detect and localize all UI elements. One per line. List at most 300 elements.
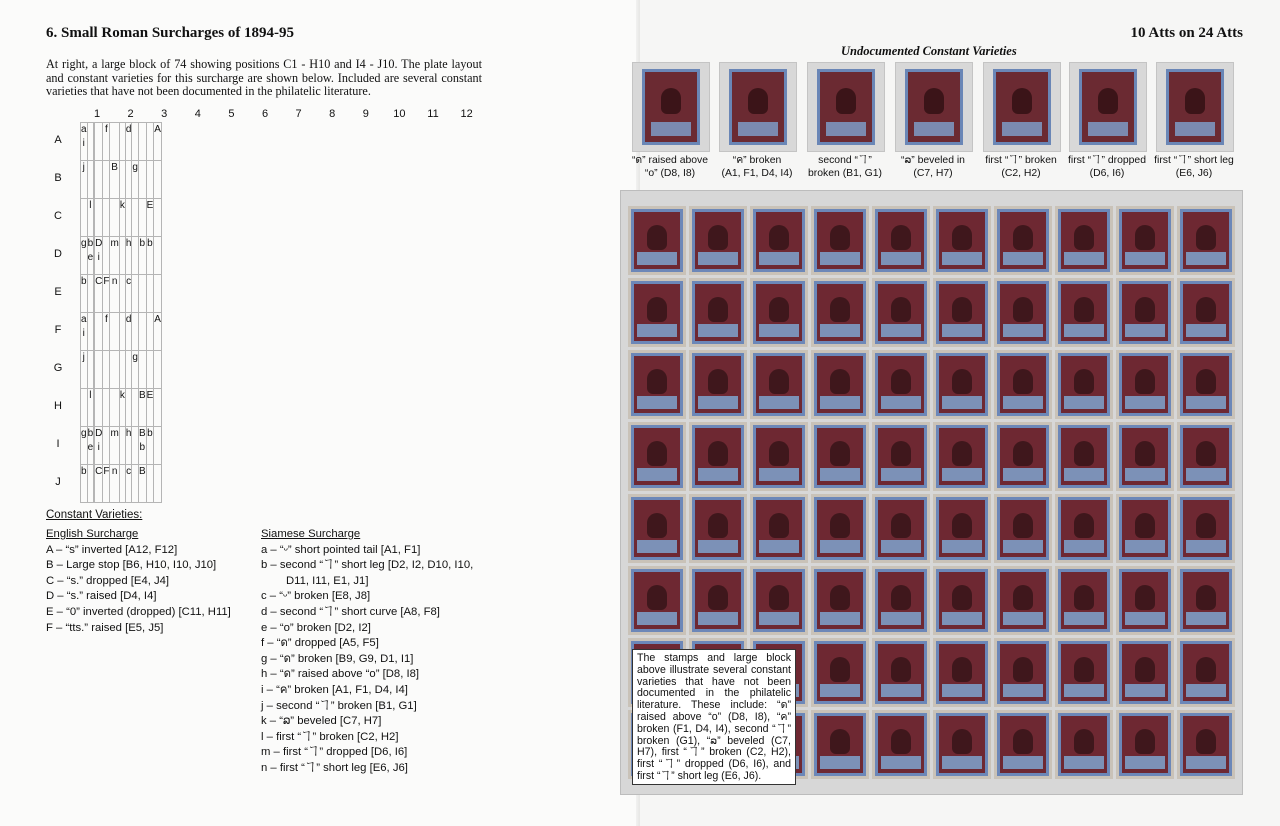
plate-position-cell — [154, 275, 162, 313]
plate-position-cell: D i — [95, 237, 103, 275]
column-number: 9 — [362, 108, 369, 120]
plate-row — [81, 427, 162, 465]
plate-position-cell: F — [103, 465, 110, 503]
list-item: m – first “ヿ” dropped [D6, I6] — [261, 746, 408, 759]
surcharge-overprint — [1175, 122, 1215, 136]
plate-position-cell: l — [87, 389, 94, 427]
list-item: A – “s” inverted [A12, F12] — [46, 543, 178, 556]
plate-position-cell — [110, 389, 119, 427]
stamp — [811, 422, 869, 491]
plate-position-cell — [146, 351, 154, 389]
portrait-icon — [830, 369, 850, 394]
block-note: The stamps and large block above illustrate several constant varieties that have not been documented in the philatelic literature. These include: “ด” raised above “o” (D8, I8), “ค” broken (F1, D4, I4), second “ヿ” broken (G1), “ລ” beveled (C7, H7), first “ヿ” broken (C2, H2), first “ヿ” dropped (D6, I6), and first “ヿ” short leg (E6, J6). — [632, 649, 796, 785]
plate-position-cell: m — [110, 427, 119, 465]
plate-position-cell: k — [119, 199, 125, 237]
surcharge-overprint — [759, 252, 799, 265]
list-item: e – “o” broken [D2, I2] — [261, 621, 371, 634]
plate-row — [81, 161, 162, 199]
plate-position-cell — [138, 275, 146, 313]
portrait-icon — [708, 225, 728, 250]
stamp — [689, 494, 747, 563]
row-letter: I — [56, 438, 60, 450]
surcharge-overprint — [759, 540, 799, 553]
variety-stamp-frame — [719, 62, 797, 152]
stamp — [1116, 566, 1174, 635]
plate-position-cell: j — [81, 161, 88, 199]
plate-position-cell — [154, 389, 162, 427]
variety-stamp-frame — [1069, 62, 1147, 152]
portrait-icon — [952, 441, 972, 466]
plate-position-cell — [110, 199, 119, 237]
caption-line: first “ヿ” short leg — [1154, 155, 1234, 166]
stamp-image — [729, 69, 787, 145]
portrait-icon — [1196, 513, 1216, 538]
portrait-icon — [952, 225, 972, 250]
surcharge-overprint — [1186, 468, 1226, 481]
surcharge-overprint — [698, 396, 738, 409]
portrait-icon — [769, 297, 789, 322]
portrait-icon — [1196, 225, 1216, 250]
column-number: 11 — [427, 108, 439, 120]
portrait-icon — [1013, 225, 1033, 250]
portrait-icon — [1135, 225, 1155, 250]
portrait-icon — [1196, 297, 1216, 322]
surcharge-overprint — [942, 540, 982, 553]
stamp — [1177, 494, 1235, 563]
portrait-icon — [769, 369, 789, 394]
stamp-image — [817, 69, 875, 145]
plate-position-cell — [95, 123, 103, 161]
plate-position-cell: g — [132, 351, 139, 389]
plate-position-cell: d — [125, 123, 132, 161]
plate-position-cell: c — [125, 275, 132, 313]
english-surcharge-list — [46, 527, 231, 636]
surcharge-overprint — [759, 396, 799, 409]
surcharge-overprint — [942, 252, 982, 265]
plate-position-cell: E — [146, 389, 154, 427]
portrait-icon — [1013, 585, 1033, 610]
surcharge-overprint — [637, 396, 677, 409]
plate-position-cell: b e — [87, 427, 94, 465]
plate-position-cell — [103, 389, 110, 427]
plate-position-cell: A — [154, 313, 162, 351]
variety-stamp-frame — [983, 62, 1061, 152]
stamp — [811, 566, 869, 635]
list-item: C – “s.” dropped [E4, J4] — [46, 574, 170, 587]
list-item: f – “ด” dropped [A5, F5] — [261, 637, 379, 650]
portrait-icon — [891, 729, 911, 754]
stamp — [994, 566, 1052, 635]
surcharge-overprint — [1064, 324, 1104, 337]
list-item: a – “ᵕ” short pointed tail [A1, F1] — [261, 543, 421, 556]
plate-position-cell — [110, 313, 119, 351]
plate-position-cell: f — [103, 123, 110, 161]
stamp — [811, 350, 869, 419]
row-letter: G — [53, 362, 63, 374]
surcharge-overprint — [1186, 756, 1226, 769]
stamp — [872, 638, 930, 707]
list-item: j – second “ヿ” broken [B1, G1] — [261, 699, 417, 712]
caption-line: first “ヿ” broken — [985, 155, 1057, 166]
surcharge-overprint — [1125, 684, 1165, 697]
portrait-icon — [830, 729, 850, 754]
column-numbers — [80, 108, 484, 122]
surcharge-overprint — [698, 252, 738, 265]
stamp — [689, 278, 747, 347]
list-item: D11, I11, E1, J1] — [286, 574, 369, 587]
surcharge-overprint — [637, 252, 677, 265]
stamp — [1055, 710, 1113, 779]
surcharge-overprint — [1088, 122, 1128, 136]
plate-position-cell — [103, 427, 110, 465]
stamp — [872, 422, 930, 491]
plate-position-cell: m — [110, 237, 119, 275]
section-title: 6. Small Roman Surcharges of 1894-95 — [46, 25, 295, 41]
row-letter: H — [54, 400, 62, 412]
variety-stamp-frame — [1156, 62, 1234, 152]
list-item: c – “ᵕ” broken [E8, J8] — [261, 590, 371, 603]
surcharge-overprint — [1125, 756, 1165, 769]
row-letter: C — [54, 210, 62, 222]
portrait-icon — [952, 513, 972, 538]
stamp — [994, 710, 1052, 779]
portrait-icon — [647, 513, 667, 538]
surcharge-overprint — [1003, 396, 1043, 409]
stamp — [994, 638, 1052, 707]
variety-caption — [1146, 155, 1242, 180]
portrait-icon — [1196, 729, 1216, 754]
portrait-icon — [924, 88, 944, 114]
portrait-icon — [647, 585, 667, 610]
portrait-icon — [952, 585, 972, 610]
surcharge-overprint — [759, 612, 799, 625]
surcharge-overprint — [826, 122, 866, 136]
list-item: E – “0” inverted (dropped) [C11, H11] — [46, 605, 231, 618]
portrait-icon — [647, 369, 667, 394]
portrait-icon — [830, 297, 850, 322]
stamp — [1177, 710, 1235, 779]
portrait-icon — [769, 513, 789, 538]
portrait-icon — [1196, 585, 1216, 610]
stamp-image — [993, 69, 1051, 145]
list-item: l – first “ヿ” broken [C2, H2] — [261, 730, 399, 743]
stamp — [750, 422, 808, 491]
portrait-icon — [1013, 657, 1033, 682]
plate-position-cell — [146, 275, 154, 313]
variety-caption — [1059, 155, 1155, 180]
portrait-icon — [1196, 441, 1216, 466]
surcharge-overprint — [1186, 324, 1226, 337]
stamp — [872, 566, 930, 635]
portrait-icon — [952, 657, 972, 682]
plate-position-cell: b — [146, 427, 154, 465]
stamp — [872, 350, 930, 419]
plate-position-cell — [103, 161, 110, 199]
caption-line: broken (B1, G1) — [808, 167, 882, 179]
plate-position-cell — [154, 161, 162, 199]
stamp — [933, 710, 991, 779]
plate-position-cell — [95, 389, 103, 427]
stamp — [872, 710, 930, 779]
portrait-icon — [830, 657, 850, 682]
column-number: 1 — [93, 108, 101, 120]
variety-caption — [973, 155, 1069, 180]
surcharge-overprint — [1125, 468, 1165, 481]
portrait-icon — [708, 369, 728, 394]
column-number: 2 — [127, 108, 134, 120]
surcharge-overprint — [1125, 324, 1165, 337]
surcharge-overprint — [942, 612, 982, 625]
stamp — [1116, 638, 1174, 707]
plate-position-cell: c — [125, 465, 132, 503]
portrait-icon — [1074, 657, 1094, 682]
portrait-icon — [769, 225, 789, 250]
caption-line: (C2, H2) — [1001, 167, 1041, 179]
portrait-icon — [1135, 441, 1155, 466]
portrait-icon — [748, 88, 768, 114]
variety-stamp-frame — [895, 62, 973, 152]
portrait-icon — [1135, 585, 1155, 610]
surcharge-overprint — [1002, 122, 1042, 136]
portrait-icon — [830, 513, 850, 538]
variety-caption — [709, 155, 805, 180]
stamp — [1177, 278, 1235, 347]
surcharge-overprint — [698, 324, 738, 337]
surcharge-overprint — [881, 252, 921, 265]
row-letter: A — [54, 134, 62, 146]
stamp — [750, 566, 808, 635]
surcharge-overprint — [1064, 468, 1104, 481]
surcharge-overprint — [651, 122, 691, 136]
portrait-icon — [1098, 88, 1118, 114]
stamp — [1116, 350, 1174, 419]
column-number: 6 — [261, 108, 269, 120]
stamp — [994, 278, 1052, 347]
surcharge-overprint — [637, 324, 677, 337]
plate-position-cell: l — [87, 199, 94, 237]
surcharge-overprint — [820, 756, 860, 769]
stamp — [750, 494, 808, 563]
stamp — [933, 638, 991, 707]
portrait-icon — [1013, 513, 1033, 538]
surcharge-overprint — [1003, 324, 1043, 337]
stamp — [750, 206, 808, 275]
surcharge-overprint — [881, 756, 921, 769]
stamp — [689, 422, 747, 491]
surcharge-overprint — [1064, 612, 1104, 625]
stamp — [1177, 422, 1235, 491]
stamp — [750, 278, 808, 347]
surcharge-overprint — [942, 684, 982, 697]
list-item: h – “ด” raised above “o” [D8, I8] — [261, 668, 420, 681]
plate-position-cell: b — [81, 465, 88, 503]
portrait-icon — [769, 585, 789, 610]
surcharge-overprint — [1186, 684, 1226, 697]
list-item: b – second “ヿ” short leg [D2, I2, D10, I10, — [261, 559, 474, 572]
caption-line: (D6, I6) — [1089, 167, 1125, 179]
plate-position-cell — [146, 161, 154, 199]
portrait-icon — [1135, 513, 1155, 538]
surcharge-overprint — [942, 396, 982, 409]
siamese-surcharge-heading: Siamese Surcharge — [261, 528, 361, 540]
undocumented-varieties-title: Undocumented Constant Varieties — [841, 44, 1017, 58]
portrait-icon — [1196, 657, 1216, 682]
plate-position-cell: h — [125, 237, 132, 275]
variety-caption — [797, 155, 893, 180]
surcharge-overprint — [820, 612, 860, 625]
stamp — [872, 278, 930, 347]
plate-position-cell: A — [154, 123, 162, 161]
surcharge-overprint — [820, 684, 860, 697]
plate-position-cell: b e — [87, 237, 94, 275]
caption-line: (C7, H7) — [913, 167, 953, 179]
surcharge-overprint — [637, 540, 677, 553]
portrait-icon — [708, 441, 728, 466]
portrait-icon — [891, 441, 911, 466]
stamp — [933, 566, 991, 635]
plate-position-cell: C — [95, 465, 103, 503]
plate-position-cell — [110, 351, 119, 389]
surcharge-overprint — [1125, 396, 1165, 409]
plate-position-cell — [154, 237, 162, 275]
portrait-icon — [1013, 297, 1033, 322]
portrait-icon — [1074, 729, 1094, 754]
surcharge-overprint — [1186, 612, 1226, 625]
portrait-icon — [836, 88, 856, 114]
portrait-icon — [952, 297, 972, 322]
list-item: d – second “ヿ” short curve [A8, F8] — [261, 605, 440, 618]
plate-position-cell: C — [95, 275, 103, 313]
plate-position-cell: a i — [81, 123, 88, 161]
surcharge-overprint — [1003, 756, 1043, 769]
portrait-icon — [830, 441, 850, 466]
portrait-icon — [1135, 657, 1155, 682]
portrait-icon — [1012, 88, 1032, 114]
plate-position-cell — [95, 313, 103, 351]
portrait-icon — [1074, 441, 1094, 466]
plate-position-cell: b — [81, 275, 88, 313]
stamp — [933, 206, 991, 275]
plate-position-cell: E — [146, 199, 154, 237]
english-surcharge-heading: English Surcharge — [46, 528, 139, 540]
column-number: 12 — [460, 108, 473, 120]
portrait-icon — [891, 369, 911, 394]
plate-position-cell — [95, 199, 103, 237]
variety-caption — [885, 155, 981, 180]
surcharge-overprint — [1125, 612, 1165, 625]
surcharge-overprint — [820, 252, 860, 265]
stamp — [689, 350, 747, 419]
portrait-icon — [891, 657, 911, 682]
portrait-icon — [708, 297, 728, 322]
surcharge-overprint — [759, 468, 799, 481]
surcharge-overprint — [942, 468, 982, 481]
surcharge-overprint — [698, 468, 738, 481]
caption-line: “o” (D8, I8) — [644, 167, 696, 179]
plate-position-cell: h — [125, 427, 132, 465]
stamp — [811, 638, 869, 707]
portrait-icon — [647, 441, 667, 466]
portrait-icon — [891, 297, 911, 322]
plate-position-cell: g — [81, 237, 88, 275]
plate-position-cell — [103, 199, 110, 237]
stamp — [750, 350, 808, 419]
portrait-icon — [1185, 88, 1205, 114]
stamp — [1055, 350, 1113, 419]
plate-position-cell: b — [138, 237, 146, 275]
variety-stamp-frame — [632, 62, 710, 152]
surcharge-overprint — [698, 612, 738, 625]
surcharge-overprint — [1186, 252, 1226, 265]
portrait-icon — [647, 225, 667, 250]
plate-position-cell — [103, 351, 110, 389]
plate-position-cell: a i — [81, 313, 88, 351]
surcharge-overprint — [1064, 756, 1104, 769]
surcharge-overprint — [1064, 540, 1104, 553]
stamp-image — [905, 69, 963, 145]
portrait-icon — [1074, 585, 1094, 610]
column-number: 8 — [329, 108, 336, 120]
variety-stamp-frame — [807, 62, 885, 152]
plate-position-cell — [154, 427, 162, 465]
plate-position-cell — [146, 313, 154, 351]
caption-line: (E6, J6) — [1175, 167, 1213, 179]
surcharge-overprint — [881, 468, 921, 481]
intro-paragraph: At right, a large block of 74 showing positions C1 - H10 and I4 - J10. The plate layout and constant varieties for this surcharge are shown below. Included are several constant varieties that have not been documented in the philatelic literature. — [46, 57, 482, 98]
portrait-icon — [1074, 225, 1094, 250]
caption-line: (A1, F1, D4, I4) — [721, 167, 793, 179]
caption-line: “ค” broken — [732, 155, 782, 166]
plate-position-cell: j — [81, 351, 88, 389]
plate-position-cell — [110, 123, 119, 161]
plate-position-cell: B — [138, 389, 146, 427]
surcharge-overprint — [1186, 396, 1226, 409]
plate-position-cell: g — [81, 427, 88, 465]
plate-position-cell — [138, 313, 146, 351]
stamp — [811, 494, 869, 563]
stamp — [872, 206, 930, 275]
plate-position-cell: n — [110, 465, 119, 503]
row-letter: B — [54, 172, 62, 184]
surcharge-overprint — [1125, 252, 1165, 265]
portrait-icon — [708, 513, 728, 538]
caption-line: first “ヿ” dropped — [1068, 155, 1146, 166]
portrait-icon — [1196, 369, 1216, 394]
portrait-icon — [1135, 297, 1155, 322]
surcharge-overprint — [881, 324, 921, 337]
stamp — [994, 206, 1052, 275]
stamp — [628, 206, 686, 275]
portrait-icon — [1135, 369, 1155, 394]
surcharge-overprint — [1003, 252, 1043, 265]
plate-position-cell — [138, 123, 146, 161]
portrait-icon — [647, 297, 667, 322]
portrait-icon — [891, 585, 911, 610]
surcharge-overprint — [759, 324, 799, 337]
plate-position-cell — [95, 351, 103, 389]
surcharge-overprint — [820, 396, 860, 409]
plate-position-cell — [138, 161, 146, 199]
stamp — [933, 278, 991, 347]
stamp — [1177, 566, 1235, 635]
surcharge-overprint — [820, 468, 860, 481]
row-letter: D — [54, 248, 62, 260]
portrait-icon — [661, 88, 681, 114]
stamp — [994, 422, 1052, 491]
portrait-icon — [1135, 729, 1155, 754]
portrait-icon — [1074, 297, 1094, 322]
stamp — [628, 278, 686, 347]
